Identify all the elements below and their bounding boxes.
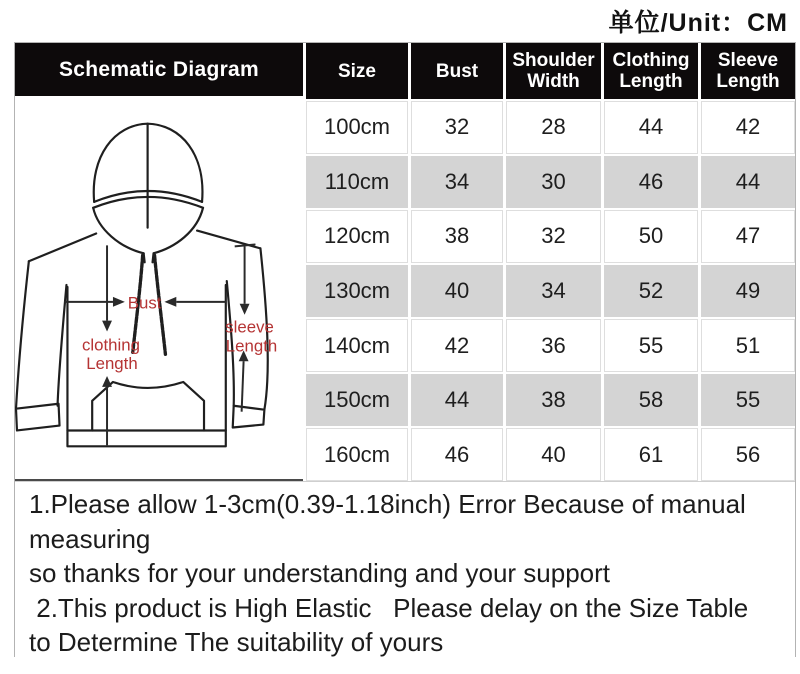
sleeve-length-label-line2: Length: [225, 336, 278, 356]
hoodie-schematic-icon: [15, 96, 301, 474]
table-cell: 47: [701, 210, 795, 263]
note-line: measuring: [29, 523, 151, 554]
notes-section: [15, 481, 795, 660]
note-line: 1.Please allow 1-3cm(0.39-1.18inch) Error Because of manual: [29, 489, 746, 519]
bust-label: Bust: [127, 293, 162, 313]
table-cell: 32: [506, 210, 601, 263]
column-header-bust: Bust: [411, 43, 503, 99]
column-header-shoulder-width: Shoulder Width: [506, 43, 601, 99]
table-cell: 52: [604, 265, 698, 318]
table-cell: 42: [411, 319, 503, 372]
table-cell: 56: [701, 428, 795, 481]
table-cell: 46: [604, 156, 698, 209]
size-table: [306, 43, 795, 481]
note-line: so thanks for your understanding and your support: [29, 558, 611, 588]
table-cell: 51: [701, 319, 795, 372]
table-cell: 40: [506, 428, 601, 481]
table-cell: 61: [604, 428, 698, 481]
table-cell: 32: [411, 101, 503, 154]
table-cell: 55: [604, 319, 698, 372]
table-cell: 40: [411, 265, 503, 318]
table-cell-size: 140cm: [306, 319, 408, 372]
schematic-panel: [15, 43, 306, 481]
schematic-drawing-area: [15, 96, 303, 481]
table-cell: 28: [506, 101, 601, 154]
table-cell: 34: [411, 156, 503, 209]
table-cell: 46: [411, 428, 503, 481]
table-cell: 38: [506, 374, 601, 427]
note-line: 2.This product is High Elastic Please delay on the Size Table: [29, 592, 749, 623]
table-cell-size: 100cm: [306, 101, 408, 154]
table-cell: 30: [506, 156, 601, 209]
table-cell-size: 130cm: [306, 265, 408, 318]
table-cell: 44: [411, 374, 503, 427]
column-header-clothing-length: Clothing Length: [604, 43, 698, 99]
table-cell: 34: [506, 265, 601, 318]
table-cell: 44: [604, 101, 698, 154]
table-cell-size: 120cm: [306, 210, 408, 263]
table-cell: 58: [604, 374, 698, 427]
unit-label: 单位/Unit：CM: [608, 9, 788, 37]
clothing-length-label-line2: Length: [86, 354, 138, 374]
table-cell: 42: [701, 101, 795, 154]
clothing-length-label-line1: clothing: [82, 335, 140, 355]
schematic-title: Schematic Diagram: [15, 43, 303, 96]
sleeve-length-label-line1: sleeve: [225, 317, 274, 337]
table-cell: 38: [411, 210, 503, 263]
size-chart-frame: [14, 42, 796, 657]
table-cell-size: 150cm: [306, 374, 408, 427]
top-section: [15, 43, 795, 481]
note-line: to Determine The suitability of yours: [29, 627, 444, 657]
table-cell: 50: [604, 210, 698, 263]
table-cell-size: 160cm: [306, 428, 408, 481]
table-cell: 44: [701, 156, 795, 209]
table-cell: 55: [701, 374, 795, 427]
table-cell: 49: [701, 265, 795, 318]
column-header-sleeve-length: Sleeve Length: [701, 43, 795, 99]
table-cell-size: 110cm: [306, 156, 408, 209]
table-cell: 36: [506, 319, 601, 372]
column-header-size: Size: [306, 43, 408, 99]
